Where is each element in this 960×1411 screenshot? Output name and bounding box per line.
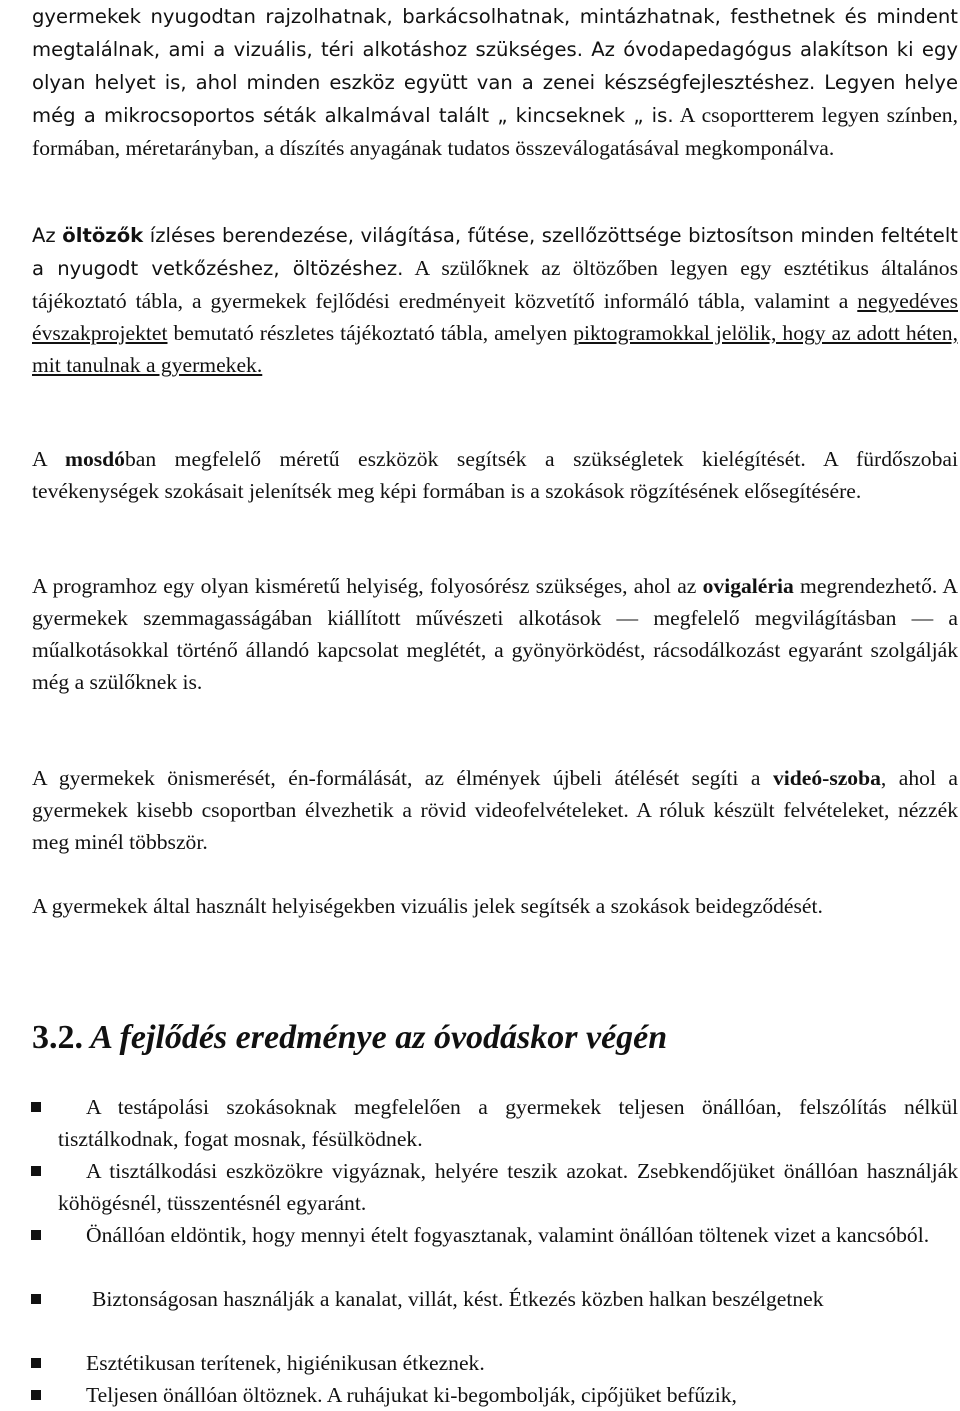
list-item-text: Önállóan eldöntik, hogy mennyi ételt fogyasztanak, valamint önállóan töltenek vizet a kancsóból. <box>86 1223 930 1247</box>
oltozo-pre: Az <box>32 224 63 247</box>
ovigaleria-paragraph <box>32 570 958 698</box>
square-bullet-icon <box>31 1294 41 1304</box>
list-item <box>58 1219 958 1251</box>
list-item-text: Esztétikusan terítenek, higiénikusan étkeznek. <box>86 1351 485 1375</box>
ovigaleria-rest: megrendezhető. A gyermekek szemmagasságában kiállított művészeti alkotások — megfelelő megvilágításban — a műalkotásokkal történő állandó kapcsolat meglétét, a gyönyörködést, rácsodálkozást egyaránt szolgálják még a szülőknek is. <box>32 574 958 694</box>
oltozo-sans-rest: ízléses berendezése, világítása, fűtése, szellőzöttsége biztosítson minden feltételt a nyugodt vetkőzéshez, öltözéshez. <box>32 224 958 280</box>
mosdo-pre: A <box>32 447 65 471</box>
oltozo-paragraph <box>32 219 958 381</box>
ovigaleria-pre: A programhoz egy olyan kisméretű helyiség, folyosórész szükséges, ahol az <box>32 574 703 598</box>
ovigaleria-bold-term: ovigaléria <box>702 574 794 598</box>
video-pre: A gyermekek önismerését, én-formálását, az élmények újbeli átélését segíti a <box>32 766 773 790</box>
square-bullet-icon <box>31 1102 41 1112</box>
mosdo-bold-term: mosdó <box>64 447 125 471</box>
oltozo-serif-a: A szülőknek az öltözőben legyen egy esztétikus általános tájékoztató tábla, a gyermekek fejlődési eredményeit közvetítő informáló tábla, valamint a <box>32 256 958 313</box>
intro-serif-text: A csoportterem legyen színben, formában, méretarányban, a díszítés anyagának tudatos összeválogatásával megkomponálva. <box>32 103 958 160</box>
mosdo-rest: ban megfelelő méretű eszközök segítsék a szükségletek kielégítését. A fürdőszobai tevékenységek szokásait jelenítsék meg képi formában is a szokások rögzítésének elősegítésére. <box>32 447 958 503</box>
oltozo-serif-b: bemutató részletes tájékoztató tábla, amelyen <box>167 321 574 345</box>
section-title: A fejlődés eredménye az óvodáskor végén <box>83 1019 668 1056</box>
video-rest: , ahol a gyermekek kisebb csoportban élvezhetik a rövid videofelvételeket. A róluk készült felvételeket, nézzék meg minél többször. <box>32 766 958 854</box>
list-item-text: A tisztálkodási eszközökre vigyáznak, helyére teszik azokat. Zsebkendőjüket önállóan használják köhögésnél, tüsszentésnél egyaránt. <box>58 1159 958 1215</box>
section-heading <box>32 1016 958 1060</box>
oltozo-bold-term: öltözők <box>62 224 144 247</box>
video-paragraph <box>32 762 958 858</box>
square-bullet-icon <box>31 1390 41 1400</box>
square-bullet-icon <box>31 1358 41 1368</box>
mosdo-paragraph <box>32 443 958 507</box>
list-item-text: Biztonságosan használják a kanalat, villát, kést. Étkezés közben halkan beszélgetnek <box>92 1287 824 1311</box>
video-bold-term: videó-szoba <box>772 766 881 790</box>
oltozo-underlined-1: negyedéves évszakprojektet <box>32 289 958 345</box>
list-item <box>58 1379 958 1411</box>
list-item <box>58 1283 958 1315</box>
list-item <box>58 1347 958 1379</box>
list-item <box>58 1091 958 1155</box>
list-item <box>58 1155 958 1219</box>
intro-sans-text: gyermekek nyugodtan rajzolhatnak, barkácsolhatnak, mintázhatnak, festhetnek és mindent megtalálnak, ami a vizuális, téri alkotáshoz szükséges. Az óvodapedagógus alakítson ki egy olyan helyet is, ahol minden eszköz együtt van a zenei készségfejlesztéshez. Legyen helye még a mikrocsoportos séták alkalmával talált „ kincseknek „ is. <box>32 5 958 127</box>
intro-paragraph <box>32 0 958 164</box>
section-number: 3.2. <box>32 1019 83 1056</box>
oltozo-underlined-2: piktogramokkal jelölik, hogy az adott héten, mit tanulnak a gyermekek. <box>32 321 958 377</box>
list-item-text: A testápolási szokásoknak megfelelően a gyermekek teljesen önállóan, felszólítás nélkül tisztálkodnak, fogat mosnak, fésülködnek. <box>58 1095 958 1151</box>
vizualis-paragraph: A gyermekek által használt helyiségekben vizuális jelek segítsék a szokások beidegződését. <box>32 894 823 918</box>
square-bullet-icon <box>31 1166 41 1176</box>
square-bullet-icon <box>31 1230 41 1240</box>
list-item-text: Teljesen önállóan öltöznek. A ruhájukat ki-begombolják, cipőjüket befűzik, <box>86 1383 737 1407</box>
